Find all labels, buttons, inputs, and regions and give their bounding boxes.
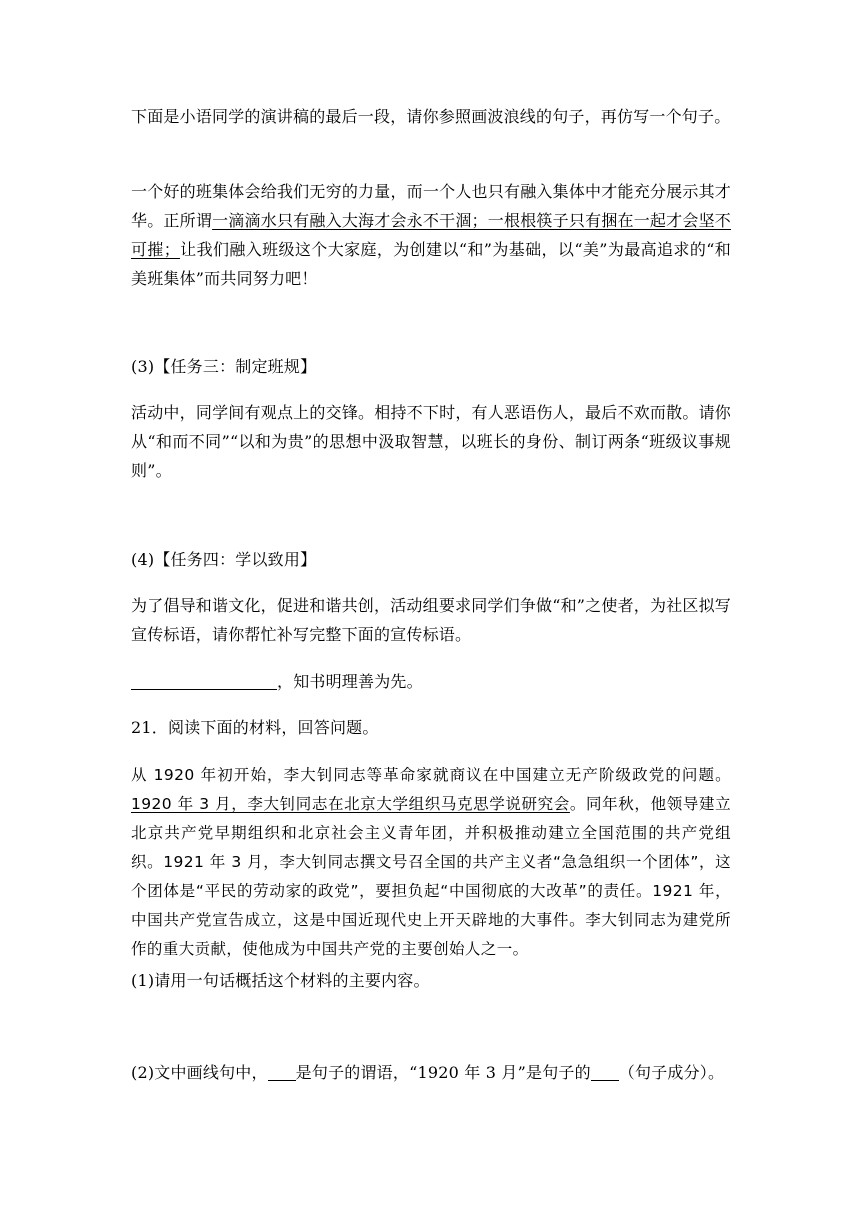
q21-sub2-text-b: 是句子的谓语，“1920 年 3 月”是句子的: [295, 1063, 591, 1082]
slogan-answer-blank[interactable]: [131, 671, 277, 690]
material-underlined-sentence: 1920 年 3 月，李大钊同志在北京大学组织马克思学说研究会: [131, 795, 570, 813]
task4-body: [131, 591, 731, 649]
q21-heading-text: 21．阅读下面的材料，回答问题。: [131, 718, 379, 737]
q21-sub1-text: (1)请用一句话概括这个材料的主要内容。: [131, 971, 430, 990]
slogan-tail-text: ，知书明理善为先。: [277, 672, 423, 691]
instruction-paragraph: [131, 102, 731, 131]
task4-heading-text: (4)【任务四：学以致用】: [131, 550, 317, 569]
task3-heading: [131, 352, 731, 381]
speech-text-after: 让我们融入班级这个大家庭，为创建以“和”为基础，以“美”为最高追求的“和美班集体”而共同努力吧！: [131, 240, 731, 288]
q21-sub2-text-c: （句子成分）。: [618, 1063, 725, 1082]
speech-text-before: 一个好的班集体会给我们无穷的力量，而一个人也只有融入集体中才能充分展示其才华。正所谓: [131, 182, 731, 230]
q21-sub2-text-a: (2)文中画线句中，: [131, 1063, 268, 1082]
task4-heading: [131, 545, 731, 574]
wavy-underlined-sentence: 一滴滴水只有融入大海才会永不干涸；一根根筷子只有捆在一起才会坚不可摧；: [131, 211, 731, 259]
speech-paragraph: [131, 177, 731, 293]
predicate-answer-blank[interactable]: [268, 1062, 296, 1081]
q21-heading: [131, 713, 731, 742]
task3-body: [131, 398, 731, 485]
instruction-text: 下面是小语同学的演讲稿的最后一段，请你参照画波浪线的句子，再仿写一个句子。: [131, 107, 731, 126]
material-text-before: 从 1920 年初开始，李大钊同志等革命家就商议在中国建立无产阶级政党的问题。: [131, 766, 731, 784]
q21-sub1: [131, 966, 731, 995]
task4-body-text: 为了倡导和谐文化，促进和谐共创，活动组要求同学们争做“和”之使者，为社区拟写宣传标语，请你帮忙补写完整下面的宣传标语。: [131, 596, 731, 644]
task3-body-text: 活动中，同学间有观点上的交锋。相持不下时，有人恶语伤人，最后不欢而散。请你从“和而不同”“以和为贵”的思想中汲取智慧，以班长的身份、制订两条“班级议事规则”。: [131, 403, 731, 480]
q21-material: [131, 761, 731, 964]
material-text-after: 。同年秋，他领导建立北京共产党早期组织和北京社会主义青年团，并积极推动建立全国范围的共产党组织。1921 年 3 月，李大钊同志撰文号召全国的共产主义者“急急组织一个团体”，这个团体是“平民的劳动家的政党”，要担负起“中国彻底的大改革”的责任。1921 年，中国共产党宣告成立，这是中国近现代史上开天辟地的大事件。李大钊同志为建党所作的重大贡献，使他成为中国共产党的主要创始人之一。: [131, 795, 731, 958]
task3-heading-text: (3)【任务三：制定班规】: [131, 357, 317, 376]
sentence-component-answer-blank[interactable]: [591, 1062, 619, 1081]
q21-sub2: [131, 1058, 731, 1087]
slogan-line: [131, 667, 731, 696]
